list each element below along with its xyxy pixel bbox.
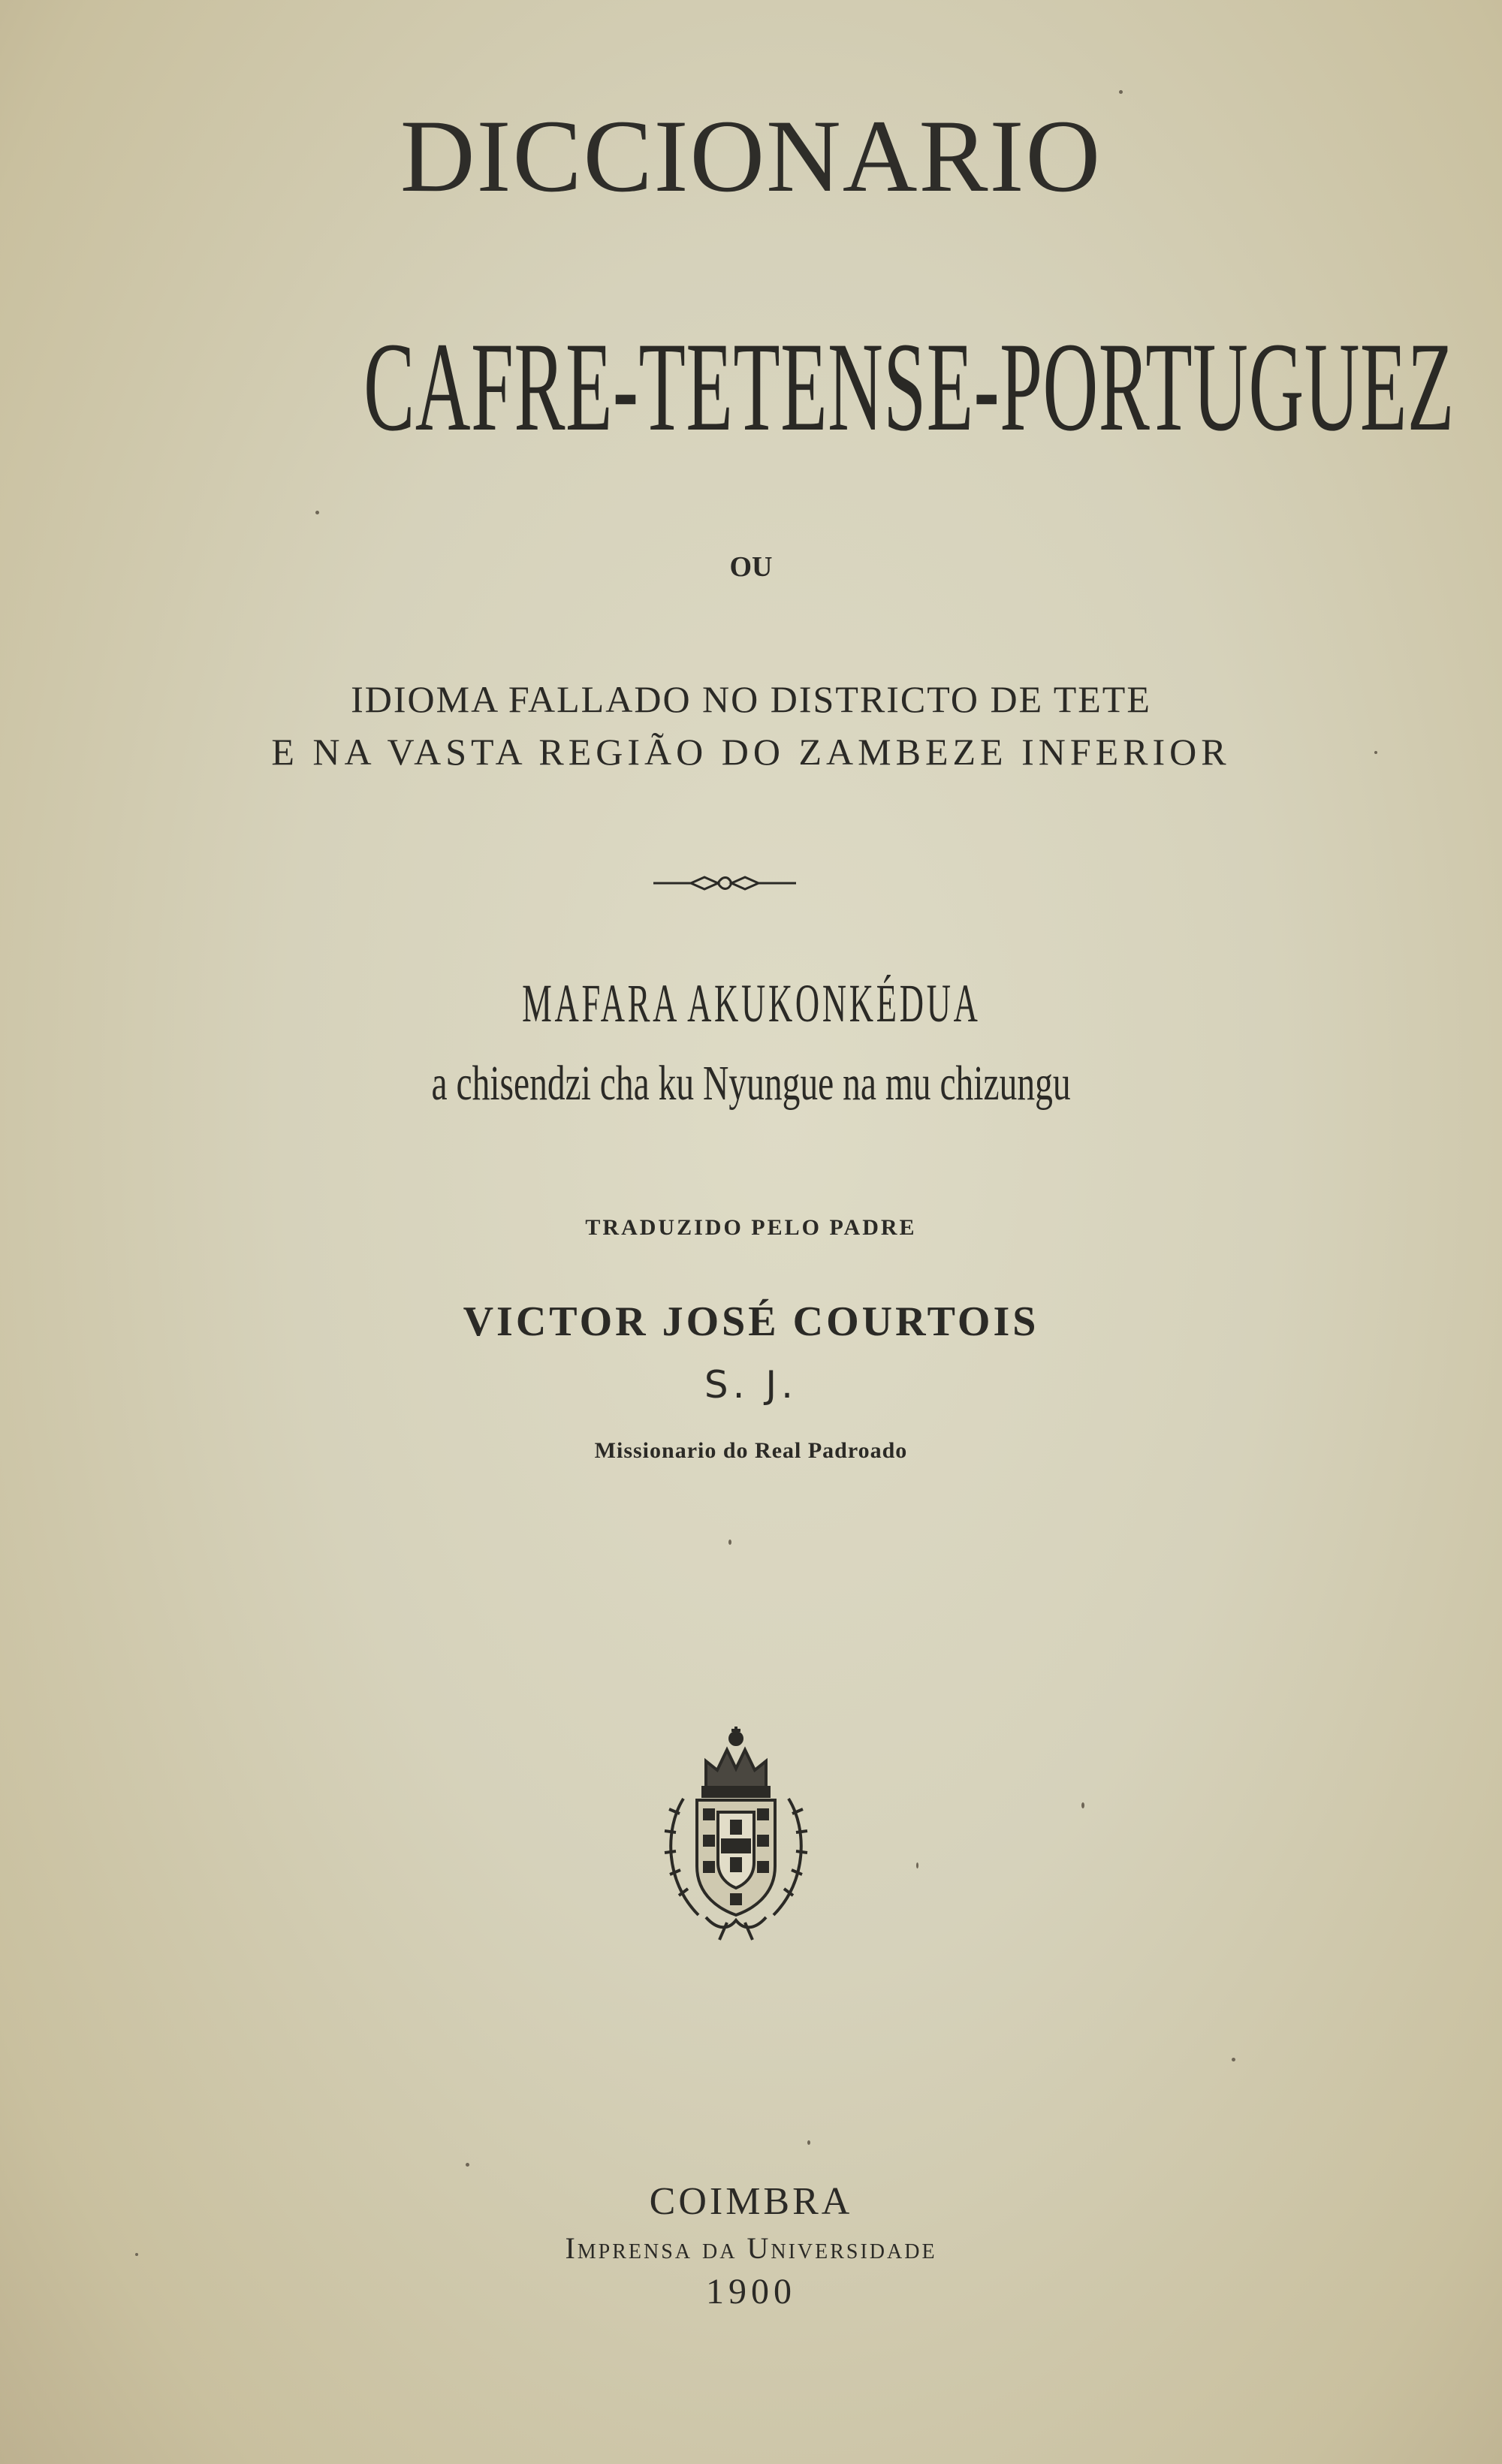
subtitle-line-2: E NA VASTA REGIÃO DO ZAMBEZE INFERIOR	[271, 731, 1231, 773]
paper-speck	[916, 1862, 918, 1868]
paper-speck	[1119, 90, 1123, 94]
title-line-2-text: CAFRE-TETENSE-PORTUGUEZ	[363, 316, 1455, 457]
alt-title-line-1	[0, 973, 1502, 1033]
paper-speck	[315, 511, 319, 514]
connector-word: OU	[729, 551, 773, 583]
imprint-year: 1900	[706, 2272, 796, 2312]
alt-title-line-2	[0, 1056, 1502, 1111]
translator-role: Missionario do Real Padroado	[594, 1438, 908, 1463]
paper-speck	[728, 1540, 731, 1545]
translator-order: S. J.	[704, 1363, 798, 1407]
paper-speck	[1232, 2058, 1235, 2061]
paper-speck	[466, 2163, 469, 2167]
alt-title-line-1-text: MAFARA AKUKONKÉDUA	[521, 973, 981, 1033]
subtitle-line-1: IDIOMA FALLADO NO DISTRICTO DE TETE	[351, 678, 1151, 720]
paper-speck	[1081, 1802, 1084, 1808]
title-line-2	[0, 316, 1502, 457]
imprint-city: COIMBRA	[649, 2180, 853, 2223]
ornamental-divider-icon	[653, 871, 796, 895]
translator-label: TRADUZIDO PELO PADRE	[585, 1215, 917, 1240]
paper-speck	[807, 2140, 810, 2145]
paper-speck	[1374, 751, 1377, 754]
paper-speck	[135, 2253, 138, 2256]
translator-name: VICTOR JOSÉ COURTOIS	[463, 1298, 1039, 1345]
alt-title-line-2-text: a chisendzi cha ku Nyungue na mu chizungu	[431, 1056, 1071, 1111]
imprint-press: Imprensa da Universidade	[565, 2231, 937, 2265]
title-line-1: DICCIONARIO	[400, 98, 1102, 213]
portuguese-royal-coat-of-arms-icon	[638, 1716, 834, 1941]
